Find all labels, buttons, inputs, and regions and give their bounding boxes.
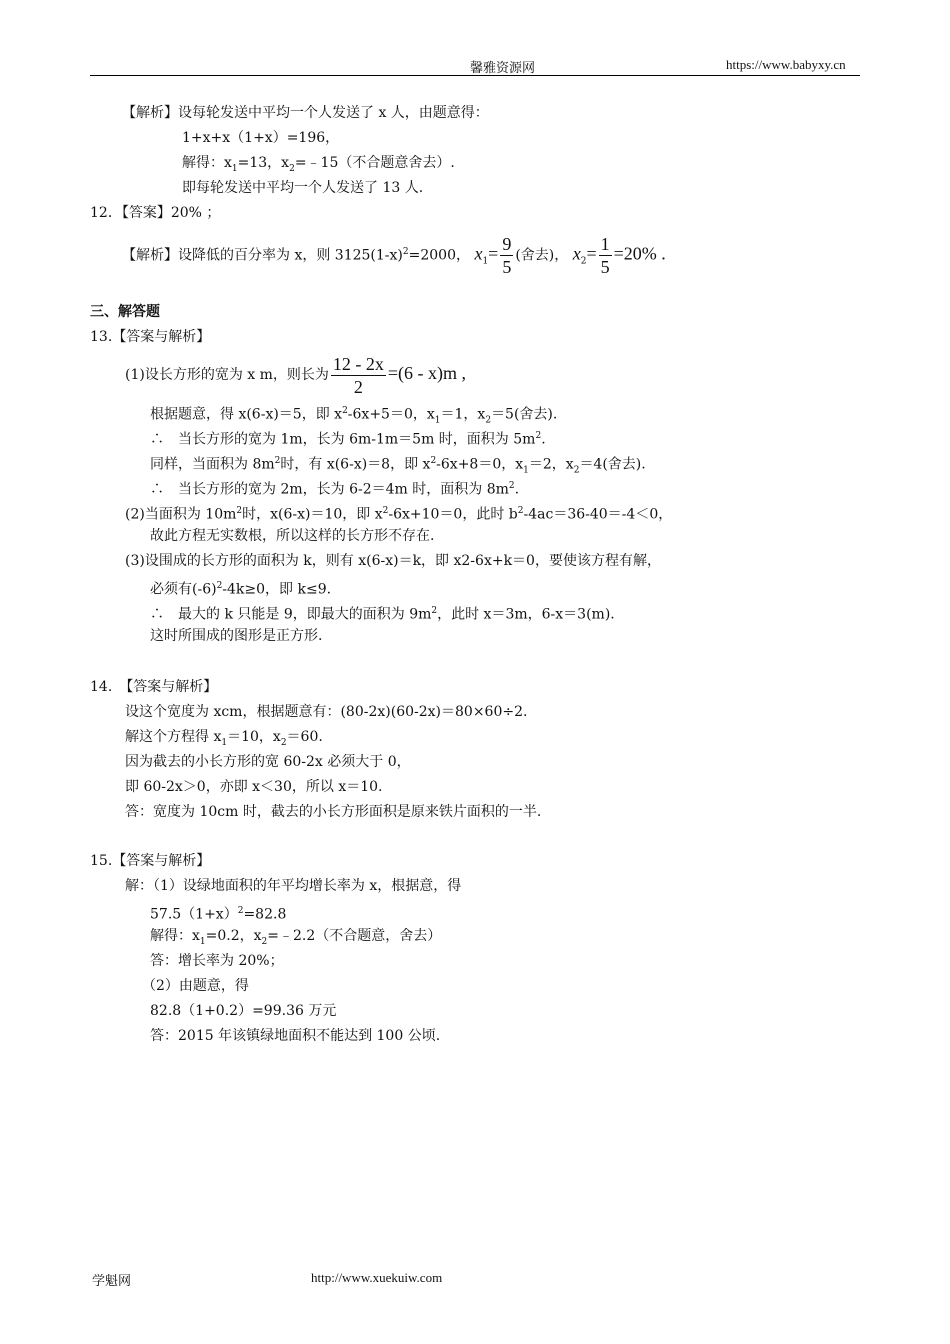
q13-line-1: (1)设长方形的宽为 x m，则长为 $\frac{12 - 2x}{2}$ =(6 - x)m ,: [125, 353, 467, 397]
q13-line-2: 根据题意，得 x(6-x)＝5，即 $x^2-6x+5=0$，$x_1=1$，$x_2=5$(舍去).: [150, 406, 558, 426]
q15-line-5: （2）由题意，得: [142, 978, 249, 994]
q15-line-1: 解：（1）设绿地面积的年平均增长率为 x，根据意，得: [125, 878, 462, 894]
q11-equation: 1+x+x（1+x）=196，: [182, 130, 340, 146]
q14-line-4: 即 60-2x＞0，亦即 x＜30，所以 x＝10.: [125, 779, 383, 795]
q12-x2-fraction: $\frac{1}{5}$: [600, 234, 610, 278]
q11-solution: 解得：$x_1=13$，$x_2=﹣15$（不合题意舍去）.: [182, 155, 455, 174]
section-title: 三、解答题: [90, 304, 160, 320]
header-site-name: 馨雅资源网: [470, 61, 536, 76]
header-url[interactable]: https://www.babyxy.cn: [726, 57, 846, 72]
q15-line-4: 答：增长率为 20%；: [150, 953, 284, 969]
q11-conclusion: 即每轮发送中平均一个人发送了 13 人.: [182, 180, 424, 196]
q14-heading: 14. 【答案与解析】: [90, 679, 218, 695]
header-divider: [90, 75, 860, 76]
q15-line-6: 82.8（1+0.2）=99.36 万元: [150, 1003, 337, 1019]
q12-answer: 12．【答案】20% ；: [90, 205, 221, 221]
q13-line-3: ∴ 当长方形的宽为 1m，长为 6m-1m＝5m 时，面积为 $5m^2$.: [150, 431, 546, 448]
q14-line-1: 设这个宽度为 xcm，根据题意有：(80-2x)(60-2x)＝80×60÷2.: [125, 704, 528, 720]
q15-line-2: $57.5(1+x)^2=82.8$: [150, 906, 287, 923]
q14-line-2: 解这个方程得 $x_1=10$，$x_2=60$.: [125, 729, 323, 748]
q13-line-7: 故此方程无实数根，所以这样的长方形不存在.: [150, 528, 435, 544]
q13-length-fraction: $\frac{12 - 2x}{2}$: [332, 353, 384, 397]
q15-line-7: 答：2015 年该镇绿地面积不能达到 100 公顷.: [150, 1028, 441, 1044]
q13-line-5: ∴ 当长方形的宽为 2m，长为 6-2＝4m 时，面积为 $8m^2$.: [150, 481, 520, 498]
q12-x1-fraction: $\frac{9}{5}$: [502, 234, 512, 278]
q13-line-8: (3)设围成的长方形的面积为 k，则有 x(6-x)＝k，即 x2-6x+k＝0，要使该方程有解，: [125, 553, 661, 569]
q12-analysis: 【解析】设降低的百分率为 x，则 $3125(1-x)^2=2000$， $x_1=$ $\frac{9}{5}$ (舍去)， $x_2=$ $\frac{1}{5}$ =20% .: [122, 234, 666, 278]
q13-line-4: 同样，当面积为 $8m^2$时，有 x(6-x)＝8，即 $x^2-6x+8=0$，$x_1=2$，$x_2=4$(舍去).: [150, 456, 646, 476]
footer-site-name: 学魁网: [92, 1274, 132, 1289]
q14-line-3: 因为截去的小长方形的宽 60-2x 必须大于 0，: [125, 754, 411, 770]
footer-url[interactable]: http://www.xuekuiw.com: [311, 1270, 443, 1285]
q13-line-10: ∴ 最大的 k 只能是 9，即最大的面积为 $9m^2$，此时 x＝3m，6-x＝3(m).: [150, 606, 615, 623]
q11-analysis: 【解析】设每轮发送中平均一个人发送了 x 人，由题意得：: [122, 105, 489, 121]
q15-heading: 15.【答案与解析】: [90, 853, 211, 869]
q13-line-11: 这时所围成的图形是正方形.: [150, 628, 323, 644]
q13-line-6: (2)当面积为 $10m^2$时，x(6-x)＝10，即 $x^2-6x+10=0$，此时 $b^2-4ac=36-40=-4<0$，: [125, 506, 673, 523]
q13-line-9: 必须有$(-6)^2-4k\ge 0$，即 k≤9.: [150, 581, 332, 598]
q14-line-5: 答：宽度为 10cm 时，截去的小长方形面积是原来铁片面积的一半.: [125, 804, 542, 820]
q13-heading: 13.【答案与解析】: [90, 329, 211, 345]
q15-line-3: 解得：$x_1=0.2$，$x_2=﹣2.2$（不合题意，舍去）: [150, 928, 442, 947]
